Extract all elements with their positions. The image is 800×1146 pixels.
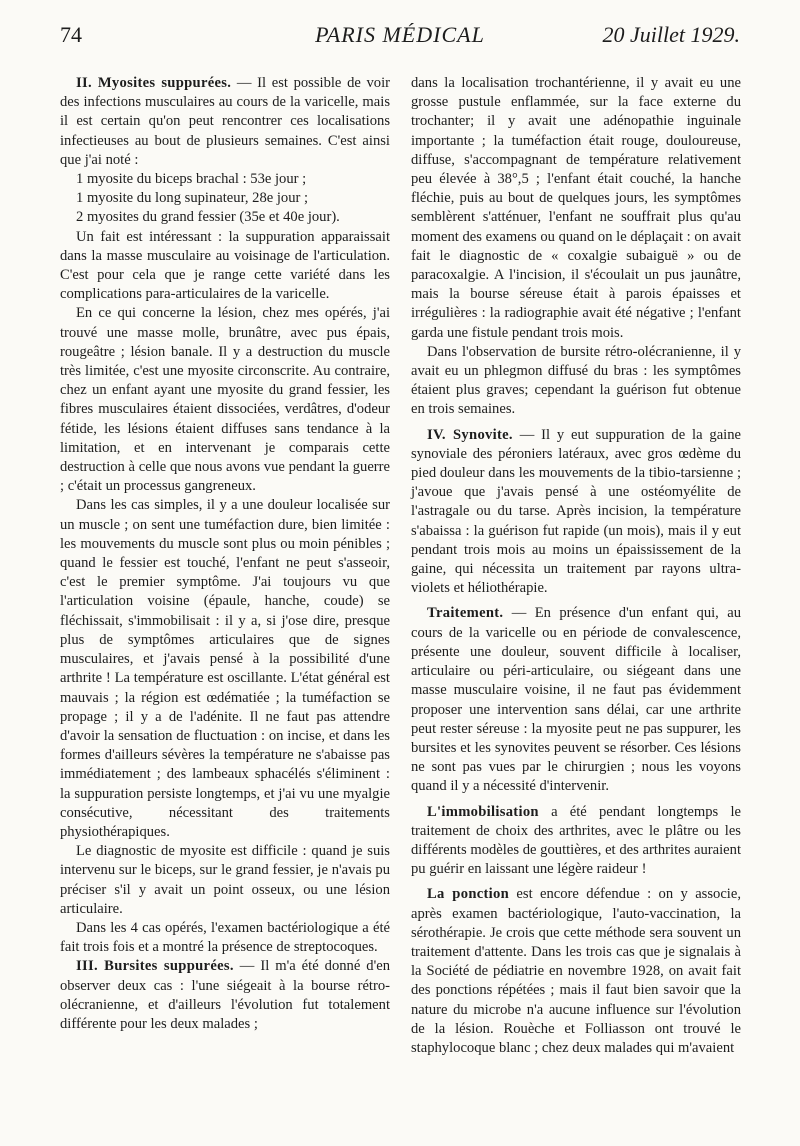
paragraph-myosites [60, 74, 390, 170]
right-column [411, 74, 741, 1058]
section-heading-immobilisation: L'immobilisation [427, 803, 539, 820]
list-item: 2 myosites du grand fessier (35e et 40e jour). [76, 209, 340, 226]
paragraph-traitement [411, 604, 741, 796]
paragraph-immobilisation [411, 803, 741, 880]
section-heading-traitement: Traitement. [427, 605, 504, 622]
running-title: PARIS MÉDICAL [315, 22, 485, 47]
paragraph-text: — Il m'a été donné d'en observer deux cas : l'une siégeait à la bourse rétro-olécranienne, et d'ailleurs l'évolution fut totalement différente pour les deux malades ; [60, 958, 391, 1032]
paragraph-olecranian: Dans l'observation de bursite rétro-olécranienne, il y avait eu un phlegmon diffusé du bras : les symptômes étaient plus graves; cependant la guérison fut obtenue en trois semaines. [411, 343, 741, 418]
page-number: 74 [60, 22, 82, 47]
section-heading-synovite: IV. Synovite. [427, 426, 513, 443]
section-heading-ponction: La ponction [427, 886, 510, 903]
list-item: 1 myosite du biceps brachal : 53e jour ; [76, 171, 307, 188]
paragraph-bacteriology: Dans les 4 cas opérés, l'examen bactériologique a été fait trois fois et a montré la présence de streptocoques. [60, 919, 390, 956]
paragraph-text: — Il y eut suppuration de la gaine synoviale des péroniers latéraux, avec gros œdème du pied douleur dans les mouvements de la tibio-tarsienne ; j'avoue que j'avais pensé à une ostéomyélite de l'astragale ou du tarse. Après incision, la température s'abaissa : la guérison fut rapide (un mois), mais il y eut pendant trois mois au moins un épaississement de la gaine, qui nécessita un traitement par rayons ultra-violets et héliothérapie. [411, 426, 742, 597]
section-heading-bursites: III. Bursites suppurées. [76, 958, 234, 975]
paragraph-diagnosis: Le diagnostic de myosite est difficile : quand je suis intervenu sur le biceps, sur le grand fessier, je n'avais pu préciser s'il y avait un point osseux, ou une lésion articulaire. [60, 843, 390, 917]
paragraph-ponction [411, 885, 741, 1058]
paragraph-text: — En présence d'un enfant qui, au cours de la varicelle ou en période de convalescence, présente une douleur, souvent difficile à localiser, articulaire ou péri-articulaire, ou siégeant dans une masse musculaire voisine, il ne faut pas évidemment proposer une intervention sans délai, car une arthrite peut rester séreuse : la myosite peut ne pas suppurer, les bursites et les synovites peuvent se résorber. Ces lésions ne sont pas vues par le chirurgien ; nous les voyons quand il y a nécessité d'intervenir. [411, 605, 741, 795]
paragraph-text: est encore défendue : on y associe, après examen bactériologique, l'auto-vaccination, la sérothérapie. Je crois que cette méthode sera souvent un traitement d'attente. Dans les trois cas que je signalais à la Société de pédiatrie en novembre 1928, on avait fait des ponctions répétées ; mais il faut bien savoir que la nature du microbe n'a aucune influence sur l'évolution de la lésion. Rouèche et Folliasson ont trouvé le staphylocoque blanc ; chez deux malades qui m'avaient [411, 886, 741, 1056]
paragraph-text: a été pendant longtemps le traitement de choix des arthrites, avec le plâtre ou les différents modèles de gouttières, et des arthrites auraient pu guérir en laissant une légère raideur ! [411, 803, 741, 878]
paragraph-trochanterian: dans la localisation trochantérienne, il y avait eu une grosse pustule enflammée, sur la face externe du trochanter; il y avait une adénopathie inguinale importante ; la tuméfaction était rouge, douloureuse, diffuse, s'accompagnant de température relativement peu élevée à 38°,5 ; l'enfant était couché, la hanche fléchie, puis au bout de quelques jours, les symptômes semblèrent s'atténuer, l'enfant ne souffrait plus qu'au moment des examens ou quand on le déplaçait : on avait fait le diagnostic de « coxalgie subaiguë » ou de paracoxalgie. A l'incision, il s'écoulait un pus jaunâtre, mais la bourse séreuse était à parois épaisses et irrégulières : la radiographie avait été négative ; l'enfant garda une fistule pendant trois mois. [411, 75, 741, 341]
paragraph-lesion: En ce qui concerne la lésion, chez mes opérés, j'ai trouvé une masse molle, brunâtre, avec pus épais, rougeâtre ; lésion banale. Il y a destruction du muscle très limitée, c'est une myosite circonscrite. Au contraire, chez un enfant ayant une myosite du grand fessier, les fibres musculaires étaient dissociées, verdâtres, d'odeur fétide, les lésions étaient diffuses sans tendance à la limitation, et en intervenant je comparais cette destruction à celle que nous avons vue pendant la guerre ; c'était un processus gangreneux. [60, 305, 390, 495]
list-item: 1 myosite du long supinateur, 28e jour ; [76, 190, 309, 207]
paragraph-synovite [411, 426, 741, 599]
paragraph-symptoms: Dans les cas simples, il y a une douleur localisée sur un muscle ; on sent une tuméfaction dure, bien limitée : les mouvements du muscle sont plus ou moin pénibles ; quand le fessier est touché, l'enfant ne peut s'asseoir, c'est le premier symptôme. J'ai toujours vu que l'articulation voisine (épaule, hanche, coude) se fléchissait, s'immobilisait : il y a, si j'ose dire, presque plus de symptômes articulaires que de signes musculaires, et j'avais pensé à la possibilité d'une arthrite ! La température est oscillante. L'état général est mauvais ; la région est œdématiée ; la tuméfaction se propage ; il y a de l'adénite. Il ne faut pas attendre d'avoir la sensation de fluctuation : on incise, et dans les formes d'ailleurs sévères la température ne s'abaisse pas immédiatement ; des lambeaux sphacélés s'éliminent : la suppuration persiste longtemps, et j'ai vu une myalgie consécutive, nécessitant des traitements physiothérapiques. [60, 497, 390, 840]
issue-date: 20 Juillet 1929. [602, 22, 740, 47]
paragraph-text: — Il est possible de voir des infections musculaires au cours de la varicelle, mais il est certain qu'on peut rencontrer ces localisations infectieuses au bout de plusieurs semaines. C'est ainsi que j'ai noté : [60, 75, 391, 168]
section-heading-myosites: II. Myosites suppurées. [76, 75, 232, 91]
page-header [60, 16, 740, 56]
left-column [60, 74, 390, 1034]
paragraph-suppuration: Un fait est intéressant : la suppuration apparaissait dans la masse musculaire au voisinage de l'articulation. C'est pour cela que je range cette variété dans les complications para-articulaires de la varicelle. [60, 228, 390, 303]
paragraph-bursites [60, 957, 390, 1034]
